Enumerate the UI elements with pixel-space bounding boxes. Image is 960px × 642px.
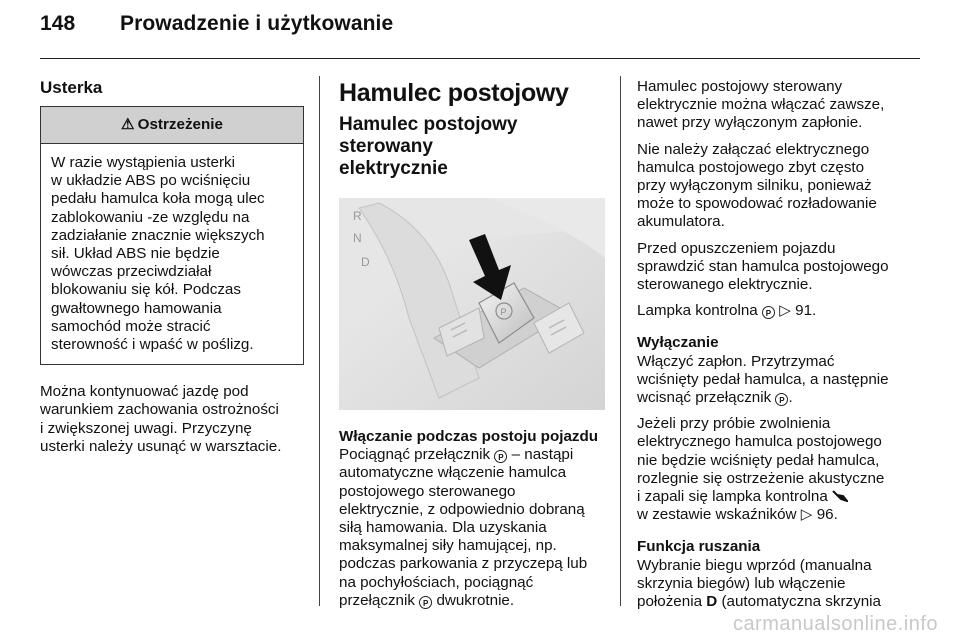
paragraph-disable: Włączyć zapłon. Przytrzymać wciśnięty pedał hamulca, a następnie wcisnąć przełącznik P .	[637, 352, 889, 407]
text-line: położenia D (automatyczna skrzynia	[637, 593, 881, 611]
reference-arrow-icon: ▷	[779, 302, 791, 320]
text-line: maksymalnej siły hamującej, np.	[339, 537, 557, 555]
reference-arrow-icon: ▷	[800, 506, 813, 524]
text-line: skrzynia biegów) lub włączenie	[637, 574, 846, 592]
warning-box	[40, 106, 304, 365]
page-reference-link[interactable]: 96.	[816, 506, 838, 524]
text-line: na pochyłościach, pociągnąć	[339, 573, 534, 591]
brake-pedal-icon	[832, 490, 848, 502]
paragraph-continue-driving	[40, 383, 304, 456]
middle-column	[339, 78, 607, 610]
warning-title: Ostrzeżenie	[137, 115, 223, 133]
subtitle-electric	[339, 114, 607, 180]
warning-line: samochód może stracić	[51, 317, 211, 335]
paragraph-indicator: Lampka kontrolna P ▷ 91.	[637, 302, 817, 320]
text-line: i zwiększonej uwagi. Przyczynę	[40, 419, 252, 437]
watermark: carmanualsonline.info	[732, 613, 938, 635]
text-line: siłą hamowania. Dla uzyskania	[339, 519, 547, 537]
paragraph-enable	[339, 446, 607, 610]
title-hamulec: Hamulec postojowy	[339, 79, 569, 107]
right-column	[637, 78, 927, 611]
parking-brake-icon: P	[419, 596, 432, 609]
text-line: Wybranie biegu wprzód (manualna	[637, 556, 872, 574]
warning-text	[41, 144, 303, 364]
text-line: automatyczne włączenie hamulca	[339, 464, 567, 482]
text-line: warunkiem zachowania ostrożności	[40, 401, 279, 419]
warning-line: zadziałanie znacznie większych	[51, 226, 265, 244]
parking-brake-switch-illustration	[339, 198, 605, 410]
header-rule	[40, 58, 920, 59]
warning-line: blokowaniu się kół. Podczas	[51, 281, 241, 299]
text-line: Pociągnąć przełącznik P – nastąpi	[339, 446, 574, 464]
text-line: przełącznik P dwukrotnie.	[339, 591, 515, 609]
text-line: usterki należy usunąć w warsztacie.	[40, 437, 282, 455]
text-line: Można kontynuować jazdę pod	[40, 383, 249, 401]
column-divider-1	[319, 76, 320, 606]
page-section-title: Prowadzenie i użytkowanie	[120, 12, 394, 35]
parking-brake-icon: P	[775, 393, 788, 406]
heading-enable-standstill: Włączanie podczas postoju pojazdu	[339, 428, 599, 445]
warning-line: sił. Układ ABS nie będzie	[51, 245, 220, 263]
parking-brake-icon: P	[494, 450, 507, 463]
warning-line: zablokowaniu -ze względu na	[51, 208, 250, 226]
paragraph-battery: Nie należy załączać elektrycznego hamulca postojowego zbyt często przy wyłączonym silniku, ponieważ może to spowodować rozładowanie akumulatora.	[637, 140, 877, 231]
warning-line: pedału hamulca koła mogą ulec	[51, 190, 265, 208]
heading-drive-away: Funkcja ruszania	[637, 538, 761, 556]
warning-line: W razie wystąpienia usterki	[51, 154, 236, 171]
gear-letter-d: D	[361, 255, 370, 269]
warning-line: wówczas przeciwdziałał	[51, 263, 212, 281]
paragraph-drive-away	[637, 557, 927, 612]
text-line: podczas parkowania z przyczepą lub	[339, 555, 588, 573]
subtitle-line: Hamulec postojowy sterowany	[339, 114, 518, 157]
heading-disable: Wyłączanie	[637, 334, 719, 352]
svg-text:P: P	[500, 307, 507, 317]
left-column	[40, 78, 304, 456]
column-divider-2	[620, 76, 621, 606]
warning-header	[41, 107, 303, 144]
warning-icon: ⚠	[121, 115, 135, 133]
paragraph-acoustic-warning: Jeżeli przy próbie zwolnienia elektrycznego hamulca postojowego nie będzie wciśnięty pedał hamulca, rozlegnie się ostrzeżenie akustyczne i zapali się lampka kontrolna w zestawie wskaźników ▷ 96.	[637, 415, 885, 524]
paragraph-always: Hamulec postojowy sterowany elektrycznie można włączać zawsze, nawet przy wyłączonym zapłonie.	[637, 78, 885, 132]
paragraph-check: Przed opuszczeniem pojazdu sprawdzić stan hamulca postojowego sterowanego elektrycznie.	[637, 239, 889, 294]
text-line: postojowego sterowanego	[339, 482, 516, 500]
subtitle-line: elektrycznie	[339, 158, 448, 179]
page-reference-link[interactable]: 91.	[795, 302, 817, 320]
parking-brake-icon: P	[762, 306, 775, 319]
gear-letter-n: N	[353, 231, 362, 245]
warning-line: gwałtownego hamowania	[51, 299, 222, 317]
page-number: 148	[40, 12, 76, 35]
gear-letter-r: R	[353, 209, 362, 223]
warning-line: sterowność i wpaść w poślizg.	[51, 336, 254, 354]
heading-usterka: Usterka	[40, 78, 103, 97]
page-header	[40, 12, 393, 36]
warning-line: w układzie ABS po wciśnięciu	[51, 172, 251, 190]
text-line: elektrycznie, z odpowiednio dobraną	[339, 500, 585, 518]
